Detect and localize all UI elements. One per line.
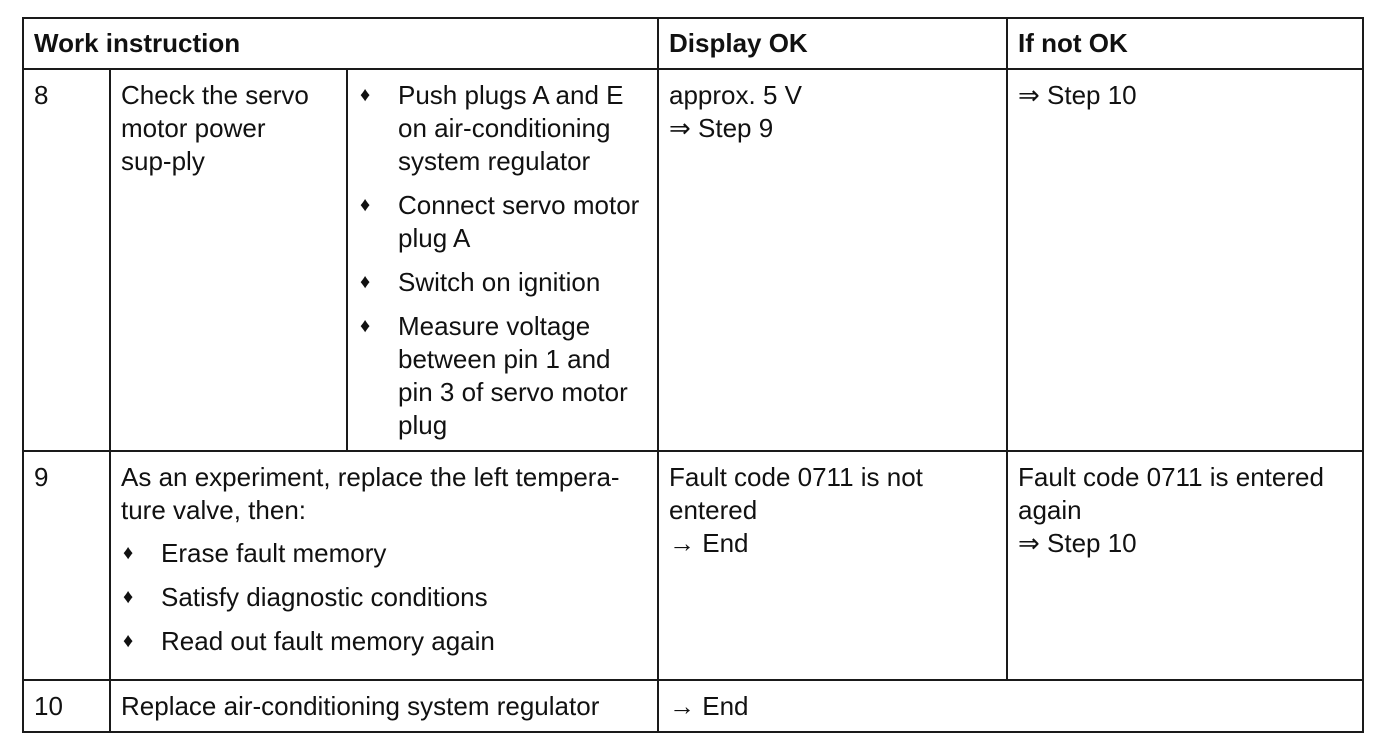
result-cell: → End [658, 680, 1363, 732]
work-instruction-table [22, 17, 1364, 733]
instruction-cell [110, 69, 347, 451]
if-not-ok-cell [1007, 69, 1363, 451]
list-item: ♦ Measure voltage between pin 1 and pin 3 of servo motor plug [360, 311, 628, 440]
list-item: ♦ Push plugs A and E on air-conditioning system regulator [360, 80, 624, 176]
bullet-icon: ♦ [123, 630, 134, 652]
display-ok-line: Fault code 0711 is not entered [669, 462, 923, 525]
step-number: 10 [23, 680, 110, 732]
display-ok-cell [658, 451, 1007, 680]
display-ok-line: → End [669, 528, 749, 558]
table-row [23, 680, 1363, 732]
header-display-ok: Display OK [658, 18, 1007, 69]
if-not-ok-line: ⇒ Step 10 [1018, 528, 1137, 558]
instruction-cell [110, 451, 658, 680]
bullet-icon: ♦ [360, 271, 371, 293]
header-row [23, 18, 1363, 69]
display-ok-cell [658, 69, 1007, 451]
display-ok-line: ⇒ Step 9 [669, 113, 774, 143]
step-number: 8 [23, 69, 110, 451]
display-ok-line: approx. 5 V [669, 80, 802, 110]
list-item: ♦ Read out fault memory again [123, 626, 495, 656]
bullet-icon: ♦ [360, 194, 371, 216]
if-not-ok-cell [1007, 451, 1363, 680]
actions-cell [347, 69, 658, 451]
header-work-instruction: Work instruction [23, 18, 658, 69]
list-item: ♦ Erase fault memory [123, 538, 387, 568]
step-number: 9 [23, 451, 110, 680]
list-item: ♦ Satisfy diagnostic conditions [123, 582, 488, 612]
table-row [23, 451, 1363, 680]
bullet-icon: ♦ [123, 586, 134, 608]
action-list [358, 79, 647, 442]
bullet-icon: ♦ [123, 542, 134, 564]
header-if-not-ok: If not OK [1007, 18, 1363, 69]
action-list [121, 537, 647, 658]
list-item: ♦ Switch on ignition [360, 267, 601, 297]
if-not-ok-line: Fault code 0711 is entered again [1018, 462, 1324, 525]
instruction-text: Check the servo motor power sup-ply [121, 80, 309, 176]
if-not-ok-line: ⇒ Step 10 [1018, 80, 1137, 110]
instruction-cell: Replace air-conditioning system regulator [110, 680, 658, 732]
table-row [23, 69, 1363, 451]
bullet-icon: ♦ [360, 84, 371, 106]
instruction-text: As an experiment, replace the left tempera-ture valve, then: [121, 462, 620, 525]
list-item: ♦ Connect servo motor plug A [360, 190, 640, 253]
bullet-icon: ♦ [360, 315, 371, 337]
